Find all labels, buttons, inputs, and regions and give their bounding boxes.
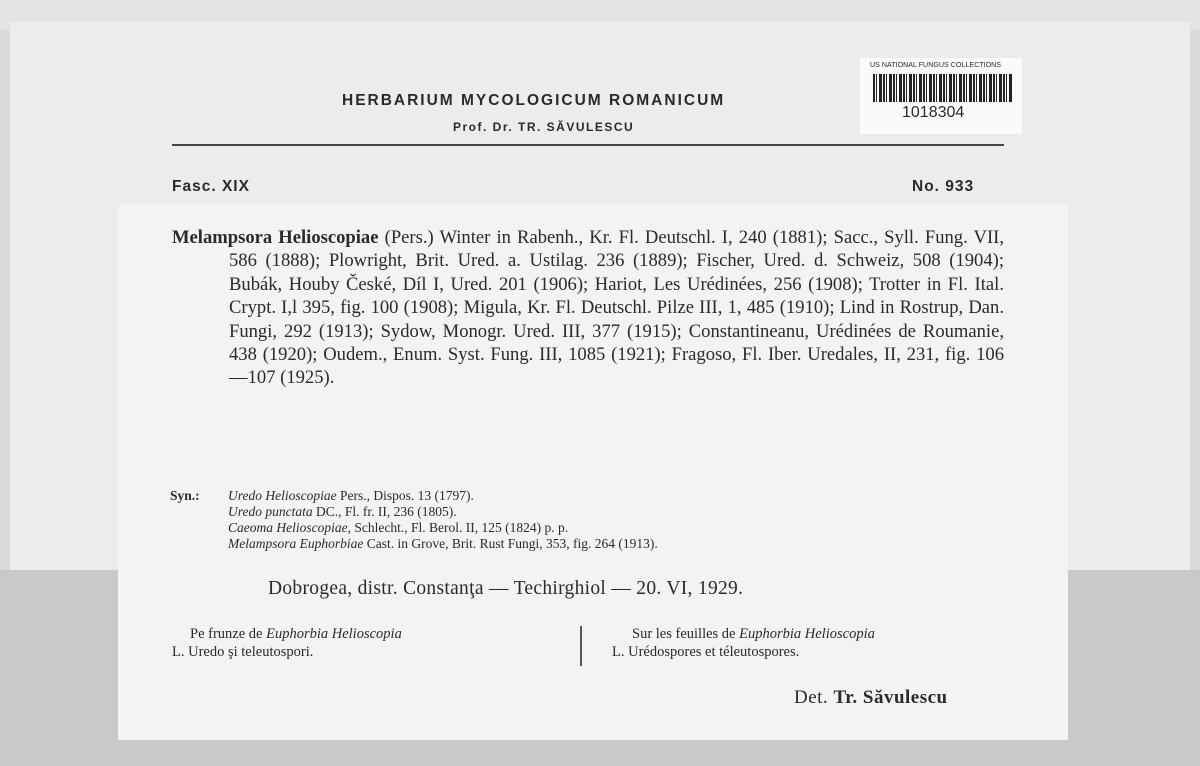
synonym-line: Uredo punctata DC., Fl. fr. II, 236 (1805). xyxy=(228,504,457,519)
synonym-line: Melampsora Euphorbiae Cast. in Grove, Brit. Rust Fungi, 353, fig. 264 (1913). xyxy=(228,536,658,551)
collection-locality: Dobrogea, distr. Constanţa — Techirghiol — 20. VI, 1929. xyxy=(268,578,744,599)
herbarium-title: HERBARIUM MYCOLOGICUM ROMANICUM xyxy=(342,92,726,109)
species-citation-block xyxy=(172,226,1004,390)
barcode-collection: US NATIONAL FUNGUS COLLECTIONS xyxy=(870,60,1002,69)
species-citation: (Pers.) Winter in Rabenh., Kr. Fl. Deutschl. I, 240 (1881); Sacc., Syll. Fung. VII, 586 (1888); Plowright, Brit. Ured. a. Ustilag. 236 (1889); Fischer, Ured. d. Schweiz, 508 (1904); Bubák, Houby České, Díl I, Ured. 201 (1906); Hariot, Les Urédinées, 256 (1908); Trotter in Fl. Ital. Crypt. I,l 395, fig. 100 (1908); Migula, Kr. Fl. Deutschl. Pilze III, 1, 485 (1910); Lind in Rostrup, Dan. Fungi, 292 (1913); Sydow, Monogr. Ured. III, 377 (1915); Constantineanu, Urédinées de Roumanie, 438 (1920); Oudem., Enum. Syst. Fung. III, 1085 (1921); Fragoso, Fl. Iber. Uredales, II, 231, fig. 106—107 (1925). xyxy=(229,227,1004,389)
exsiccata-number: No. 933 xyxy=(912,178,975,195)
header-divider xyxy=(172,144,1004,146)
host-name-ro: Euphorbia Helioscopia xyxy=(266,626,402,642)
host-divider xyxy=(580,626,582,666)
barcode-icon xyxy=(873,74,1013,102)
synonym-line: Caeoma Helioscopiae, Schlecht., Fl. Berol. II, 125 (1824) p. p. xyxy=(228,520,569,535)
species-name: Melampsora Helioscopiae xyxy=(172,227,379,248)
barcode-number: 1018304 xyxy=(902,104,965,121)
fascicle: Fasc. XIX xyxy=(172,178,250,195)
synonyms-label: Syn.: xyxy=(170,488,200,503)
determiner-name: Tr. Săvulescu xyxy=(833,687,948,708)
determiner: Det. Tr. Săvulescu xyxy=(794,687,948,708)
synonym-line: Uredo Helioscopiae Pers., Dispos. 13 (1797). xyxy=(228,488,474,503)
host-name-fr: Euphorbia Helioscopia xyxy=(739,626,875,642)
host-french: Sur les feuilles de Euphorbia Helioscopia L. Urédospores et téleutospores. xyxy=(612,626,875,660)
herbarium-professor: Prof. Dr. TR. SĂVULESCU xyxy=(453,120,635,134)
synonyms-block xyxy=(170,488,1010,552)
host-romanian: Pe frunze de Euphorbia Helioscopia L. Uredo şi teleutospori. xyxy=(172,626,402,660)
